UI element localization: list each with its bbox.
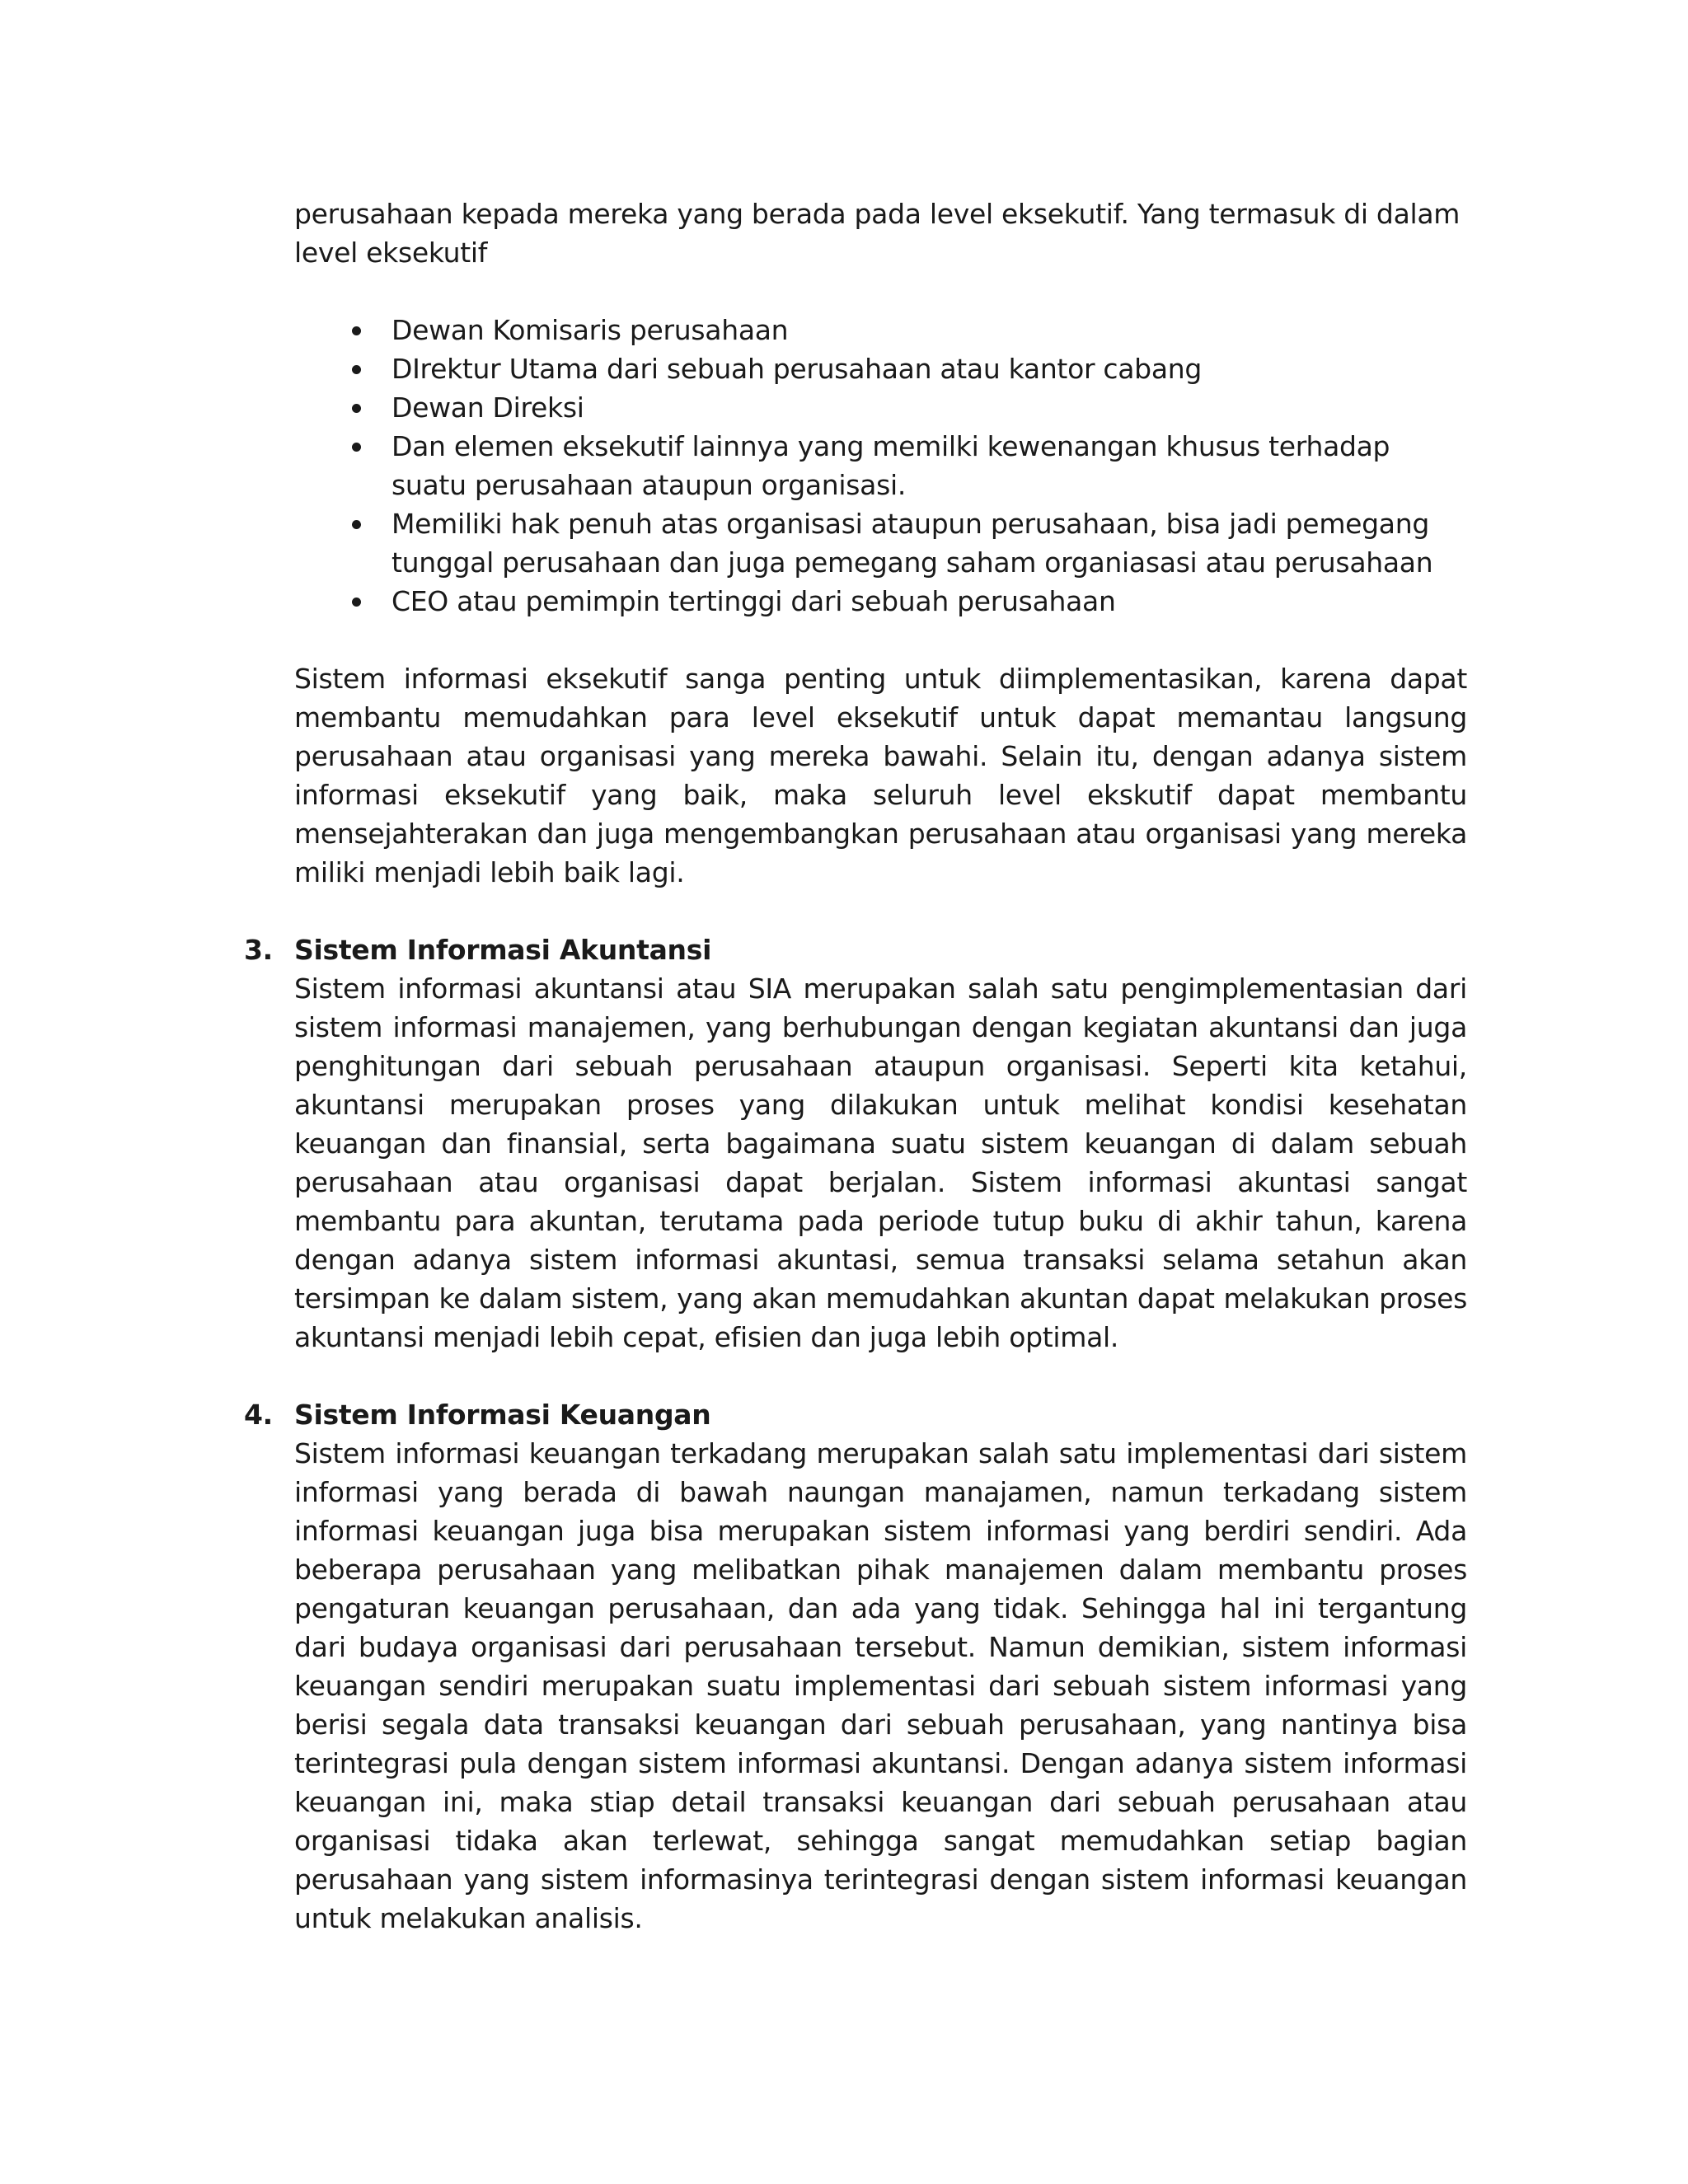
bullet-icon	[352, 598, 361, 607]
section-heading	[244, 930, 1467, 969]
section-number: 3.	[244, 934, 273, 966]
executive-level-list	[294, 311, 1467, 621]
section-title: Sistem Informasi Keuangan	[294, 1399, 711, 1431]
list-item-text: Dan elemen eksekutif lainnya yang memilki kewenangan khusus terhadap suatu perusahaan ataupun organisasi.	[392, 430, 1390, 501]
list-item	[294, 388, 1467, 427]
section-akuntansi	[244, 930, 1467, 1357]
section-body: Sistem informasi akuntansi atau SIA merupakan salah satu pengimplementasian dari sistem informasi manajemen, yang berhubungan dengan kegiatan akuntansi dan juga penghitungan dari sebuah perusahaan ataupun organisasi. Seperti kita ketahui, akuntansi merupakan proses yang dilakukan untuk melihat kondisi kesehatan keuangan dan finansial, serta bagaimana suatu sistem keuangan di dalam sebuah perusahaan atau organisasi dapat berjalan. Sistem informasi akuntasi sangat membantu para akuntan, terutama pada periode tutup buku di akhir tahun, karena dengan adanya sistem informasi akuntasi, semua transaksi selama setahun akan tersimpan ke dalam sistem, yang akan memudahkan akuntan dapat melakukan proses akuntansi menjadi lebih cepat, efisien dan juga lebih optimal.	[294, 972, 1467, 1353]
section-body: Sistem informasi keuangan terkadang merupakan salah satu implementasi dari sistem informasi yang berada di bawah naungan manajamen, namun terkadang sistem informasi keuangan juga bisa merupakan sistem informasi yang berdiri sendiri. Ada beberapa perusahaan yang melibatkan pihak manajemen dalam membantu proses pengaturan keuangan perusahaan, dan ada yang tidak. Sehingga hal ini tergantung dari budaya organisasi dari perusahaan tersebut. Namun demikian, sistem informasi keuangan sendiri merupakan suatu implementasi dari sebuah sistem informasi yang berisi segala data transaksi keuangan dari sebuah perusahaan, yang nantinya bisa terintegrasi pula dengan sistem informasi akuntansi. Dengan adanya sistem informasi keuangan ini, maka stiap detail transaksi keuangan dari sebuah perusahaan atau organisasi tidaka akan terlewat, sehingga sangat memudahkan setiap bagian perusahaan yang sistem informasinya terintegrasi dengan sistem informasi keuangan untuk melakukan analisis.	[294, 1437, 1467, 1934]
list-item-text: DIrektur Utama dari sebuah perusahaan atau kantor cabang	[392, 353, 1203, 385]
list-item	[294, 504, 1467, 582]
bullet-icon	[352, 365, 361, 374]
page-content	[244, 194, 1467, 1976]
section-heading	[244, 1395, 1467, 1434]
list-item	[294, 311, 1467, 349]
list-item	[294, 582, 1467, 621]
closing-paragraph: Sistem informasi eksekutif sanga penting untuk diimplementasikan, karena dapat membantu memudahkan para level eksekutif untuk dapat memantau langsung perusahaan atau organisasi yang mereka bawahi. Selain itu, dengan adanya sistem informasi eksekutif yang baik, maka seluruh level ekskutif dapat membantu mensejahterakan dan juga mengembangkan perusahaan atau organisasi yang mereka miliki menjadi lebih baik lagi.	[294, 663, 1467, 888]
section-number: 4.	[244, 1399, 273, 1431]
section-title: Sistem Informasi Akuntansi	[294, 934, 712, 966]
bullet-icon	[352, 443, 361, 452]
list-item-text: Dewan Direksi	[392, 391, 584, 424]
section-keuangan	[244, 1395, 1467, 1938]
bullet-icon	[352, 520, 361, 529]
list-item-text: CEO atau pemimpin tertinggi dari sebuah perusahaan	[392, 585, 1116, 617]
bullet-icon	[352, 326, 361, 335]
bullet-icon	[352, 404, 361, 413]
intro-paragraph: perusahaan kepada mereka yang berada pada level eksekutif. Yang termasuk di dalam level eksekutif	[294, 198, 1461, 269]
list-item	[294, 349, 1467, 388]
list-item	[294, 427, 1467, 504]
list-item-text: Memiliki hak penuh atas organisasi ataupun perusahaan, bisa jadi pemegang tunggal perusahaan dan juga pemegang saham organiasasi atau perusahaan	[392, 508, 1433, 579]
list-item-text: Dewan Komisaris perusahaan	[392, 314, 789, 346]
